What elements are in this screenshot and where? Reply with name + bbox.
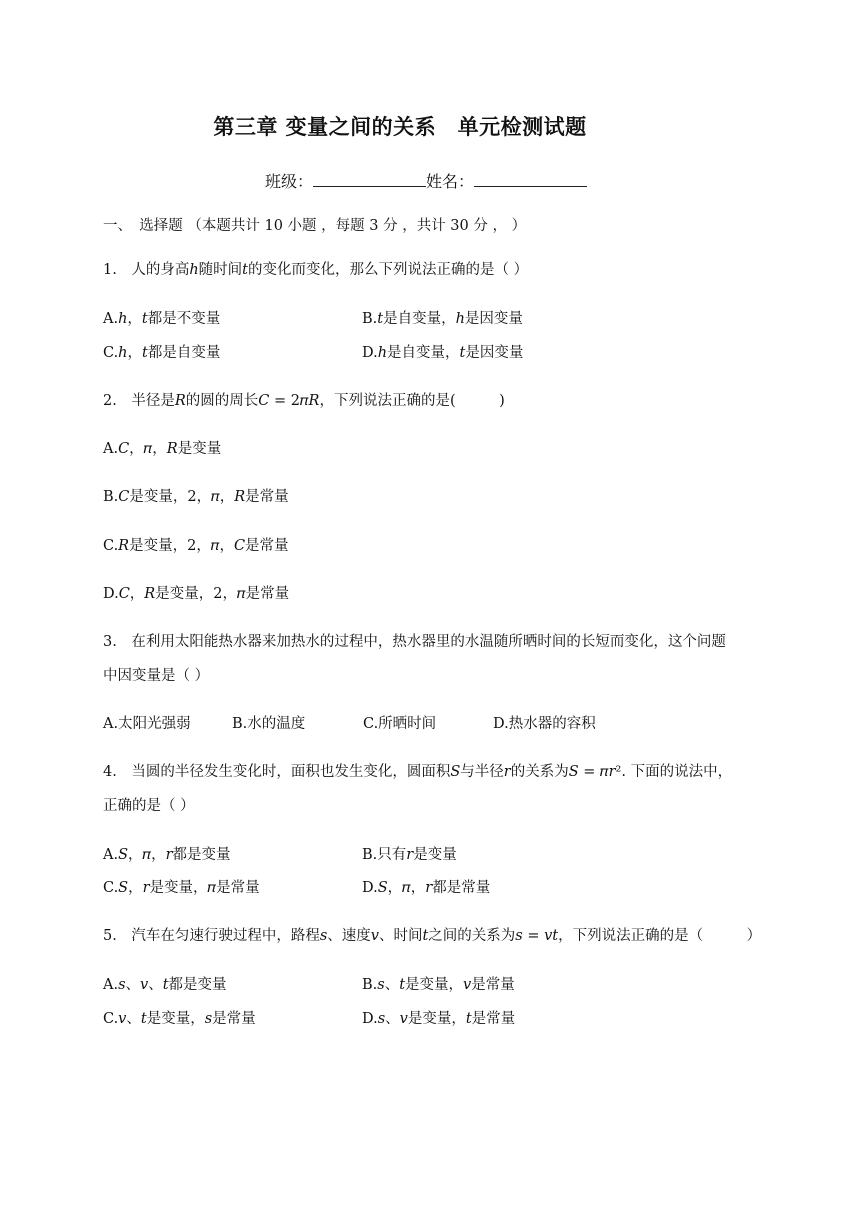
- question-4-option-c: C.𝑆，𝑟是变量，𝜋是常量: [103, 880, 260, 896]
- question-2-option-d: D.𝐶，𝑅是变量，2，𝜋是常量: [103, 586, 290, 602]
- question-5-option-c: C.𝑣、𝑡是变量，𝑠是常量: [103, 1011, 256, 1027]
- question-4-option-a: A.𝑆，𝜋，𝑟都是变量: [103, 847, 231, 863]
- class-name-line: [265, 169, 587, 192]
- question-1-option-b: B.𝑡是自变量，ℎ是因变量: [362, 311, 523, 327]
- question-2-option-c: C.𝑅是变量，2，𝜋，𝐶是常量: [103, 538, 289, 554]
- question-1-stem: 1. 人的身高ℎ随时间𝑡的变化而变化，那么下列说法正确的是（ ）: [103, 262, 529, 278]
- question-1-option-c: C.ℎ，𝑡都是自变量: [103, 345, 221, 361]
- question-5-option-b: B.𝑠、𝑡是变量，𝑣是常量: [362, 977, 515, 993]
- question-5-stem: 5. 汽车在匀速行驶过程中，路程𝑠、速度𝑣、时间𝑡之间的关系为𝑠 = 𝑣𝑡，下列说法正确的是（ ）: [103, 928, 762, 944]
- question-3-stem-line-1: 3. 在利用太阳能热水器来加热水的过程中，热水器里的水温随所晒时间的长短而变化，这个问题: [103, 634, 726, 650]
- question-3-option-a: A.太阳光强弱: [103, 716, 191, 732]
- question-3-option-d: D.热水器的容积: [493, 716, 596, 732]
- question-2-option-b: B.𝐶是变量，2，𝜋，𝑅是常量: [103, 489, 289, 505]
- question-4-option-b: B.只有𝑟是变量: [362, 847, 457, 863]
- class-blank: [313, 173, 426, 187]
- question-4-option-d: D.𝑆，𝜋，𝑟都是常量: [362, 880, 491, 896]
- section-heading: 一、 选择题 （本题共计 10 小题 ，每题 3 分 ，共计 30 分 ， ）: [103, 218, 527, 234]
- question-1-option-a: A.ℎ，𝑡都是不变量: [103, 311, 221, 327]
- question-1-option-d: D.ℎ是自变量，𝑡是因变量: [362, 345, 524, 361]
- question-3-stem-line-2: 中因变量是（ ）: [103, 668, 210, 684]
- question-2-option-a: A.𝐶，𝜋，𝑅是变量: [103, 441, 222, 457]
- question-3-option-c: C.所晒时间: [363, 716, 437, 732]
- name-blank: [474, 173, 587, 187]
- question-4-stem-line-2: 正确的是（ ）: [103, 798, 195, 814]
- question-4-stem-line-1: 4. 当圆的半径发生变化时，面积也发生变化，圆面积𝑆与半径𝑟的关系为𝑆 = 𝜋𝑟². 下面的说法中，: [103, 764, 733, 780]
- question-2-stem: 2. 半径是𝑅的圆的周长𝐶 = 2𝜋𝑅，下列说法正确的是( ): [103, 393, 505, 409]
- name-label: 姓名：: [426, 172, 475, 191]
- question-3-option-b: B.水的温度: [232, 716, 306, 732]
- question-5-option-a: A.𝑠、𝑣、𝑡都是变量: [103, 977, 227, 993]
- page-title: 第三章 变量之间的关系 单元检测试题: [213, 114, 587, 139]
- question-5-option-d: D.𝑠、𝑣是变量，𝑡是常量: [362, 1011, 516, 1027]
- class-label: 班级：: [265, 172, 314, 191]
